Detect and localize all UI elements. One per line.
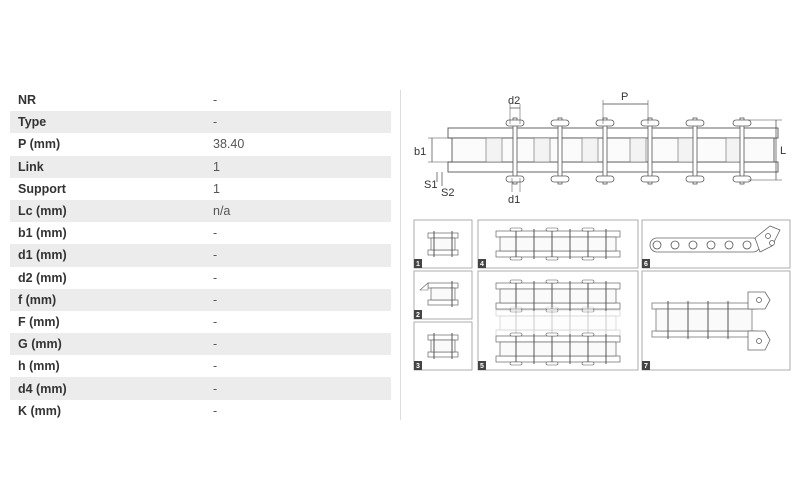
spec-label: NR (18, 93, 37, 108)
spec-value: - (213, 226, 218, 241)
variant-panel-7 (642, 271, 790, 370)
spec-label: d4 (mm) (18, 381, 67, 396)
spec-label: F (mm) (18, 314, 60, 329)
spec-value: 38.40 (213, 137, 245, 152)
dim-label-s1: S1 (424, 179, 438, 191)
spec-value: - (213, 314, 218, 329)
spec-value: - (213, 93, 218, 108)
dim-label-s2: S2 (441, 187, 455, 199)
spec-value: - (213, 337, 218, 352)
panel-number: 4 (480, 261, 484, 268)
variant-panel-1 (414, 220, 472, 268)
dim-label-d2: d2 (508, 95, 521, 107)
spec-label: b1 (mm) (18, 226, 67, 241)
spec-value: - (213, 292, 218, 307)
variant-panel-4 (478, 220, 638, 268)
spec-label: d2 (mm) (18, 270, 67, 285)
spec-label: f (mm) (18, 292, 57, 307)
panel-number: 1 (416, 261, 420, 268)
spec-label: G (mm) (18, 337, 62, 352)
dim-label-d1: d1 (508, 194, 521, 206)
dim-label-b1: b1 (414, 146, 427, 158)
spec-label: Type (18, 115, 47, 130)
dim-label-p: P (621, 91, 629, 103)
spec-label: Lc (mm) (18, 204, 67, 219)
spec-value: n/a (213, 204, 231, 219)
dim-label-l: L (780, 145, 787, 157)
panel-number: 7 (644, 363, 648, 370)
spec-value: - (213, 248, 218, 263)
panel-number: 2 (416, 312, 420, 319)
spec-value: - (213, 381, 218, 396)
variant-panel-6 (642, 220, 790, 268)
spec-label: K (mm) (18, 403, 62, 418)
panel-number: 5 (480, 363, 484, 370)
spec-value: - (213, 270, 218, 285)
spec-label: Link (18, 159, 44, 174)
variant-panel-5 (478, 271, 638, 370)
spec-value: - (213, 403, 218, 418)
spec-label: h (mm) (18, 359, 60, 374)
spec-label: d1 (mm) (18, 248, 67, 263)
variant-panel-2 (414, 271, 472, 319)
spec-value: 1 (213, 181, 220, 196)
spec-value: - (213, 115, 218, 130)
chain-main-drawing (414, 91, 786, 206)
spec-label: P (mm) (18, 137, 61, 152)
spec-value: 1 (213, 159, 220, 174)
spec-label: Support (18, 181, 66, 196)
panel-number: 6 (644, 261, 648, 268)
variant-panel-3 (414, 322, 472, 370)
spec-value: - (213, 359, 218, 374)
panel-number: 3 (416, 363, 420, 370)
